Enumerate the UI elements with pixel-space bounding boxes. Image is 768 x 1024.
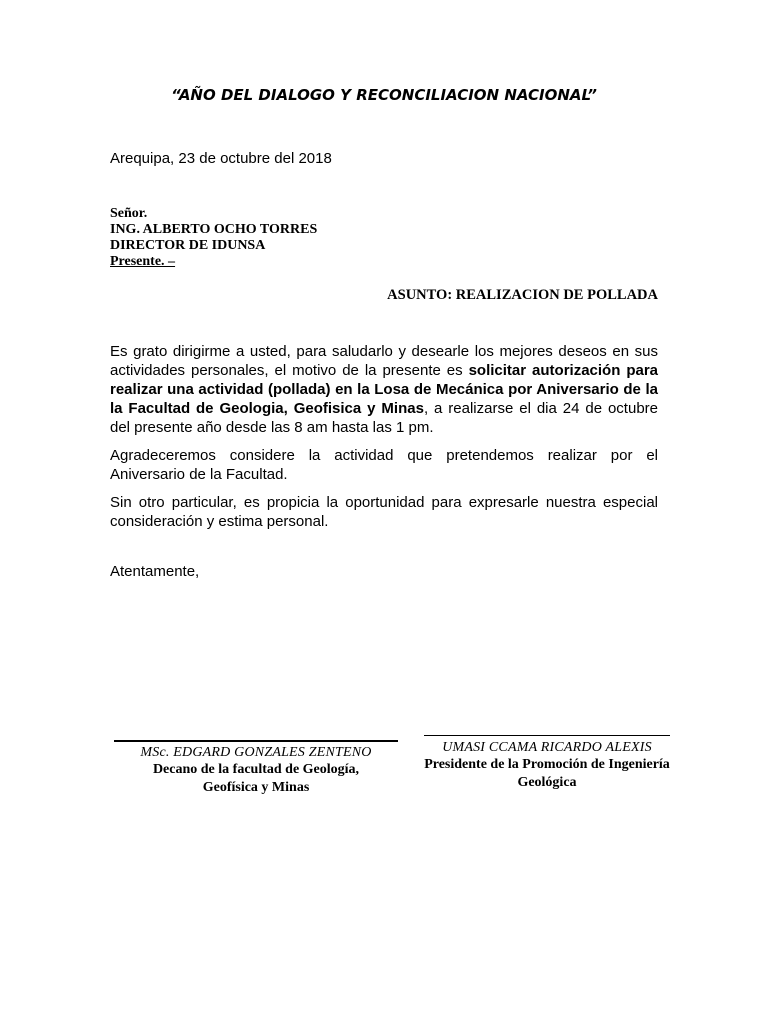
paragraph-1-intro: Es grato dirigirme a usted, para saludarlo y desearle los mejores deseos en sus actividades personales, el motivo de la presente es <box>110 343 658 379</box>
recipient-presente: Presente. – <box>110 254 176 269</box>
letter-subject: ASUNTO: REALIZACION DE POLLADA <box>387 287 658 303</box>
signature-block-dean <box>114 740 398 797</box>
paragraph-1-details: , a realizarse el dia 24 de octubre del presente año desde las 8 am hasta las 1 pm. <box>110 400 658 436</box>
national-year-motto: “AÑO DEL DIALOGO Y RECONCILIACION NACIONAL” <box>171 86 597 104</box>
letter-body <box>110 342 658 540</box>
signatory-name: MSc. EDGARD GONZALES ZENTENO <box>140 745 372 760</box>
place-and-date: Arequipa, 23 de octubre del 2018 <box>110 150 332 167</box>
signatory-role-line-2: Geológica <box>517 775 577 790</box>
letter-closing: Atentamente, <box>110 563 200 580</box>
signatory-role-line-1: Decano de la facultad de Geología, <box>152 762 360 777</box>
paragraph-1-request: solicitar autorización para realizar una actividad (pollada) en la Losa de Mecánica por Aniversario de la la Facultad de Geologia, Geofisica y Minas <box>110 362 658 417</box>
recipient-position: DIRECTOR DE IDUNSA <box>110 238 266 253</box>
signature-line <box>114 740 398 742</box>
body-paragraph-3: Sin otro particular, es propicia la oportunidad para expresarle nuestra especial consideración y estima personal. <box>110 494 658 530</box>
signatory-role-line-1: Presidente de la Promoción de Ingeniería <box>424 757 670 772</box>
signature-block-president <box>405 735 689 792</box>
recipient-block <box>110 206 317 270</box>
signature-line <box>424 735 670 736</box>
signatory-name: UMASI CCAMA RICARDO ALEXIS <box>442 740 652 755</box>
recipient-salutation: Señor. <box>110 206 148 221</box>
recipient-name: ING. ALBERTO OCHO TORRES <box>110 222 318 237</box>
body-paragraph-2: Agradeceremos considere la actividad que pretendemos realizar por el Aniversario de la Facultad. <box>110 447 658 483</box>
signatory-role-line-2: Geofísica y Minas <box>202 780 310 795</box>
body-paragraph-1 <box>110 342 658 437</box>
